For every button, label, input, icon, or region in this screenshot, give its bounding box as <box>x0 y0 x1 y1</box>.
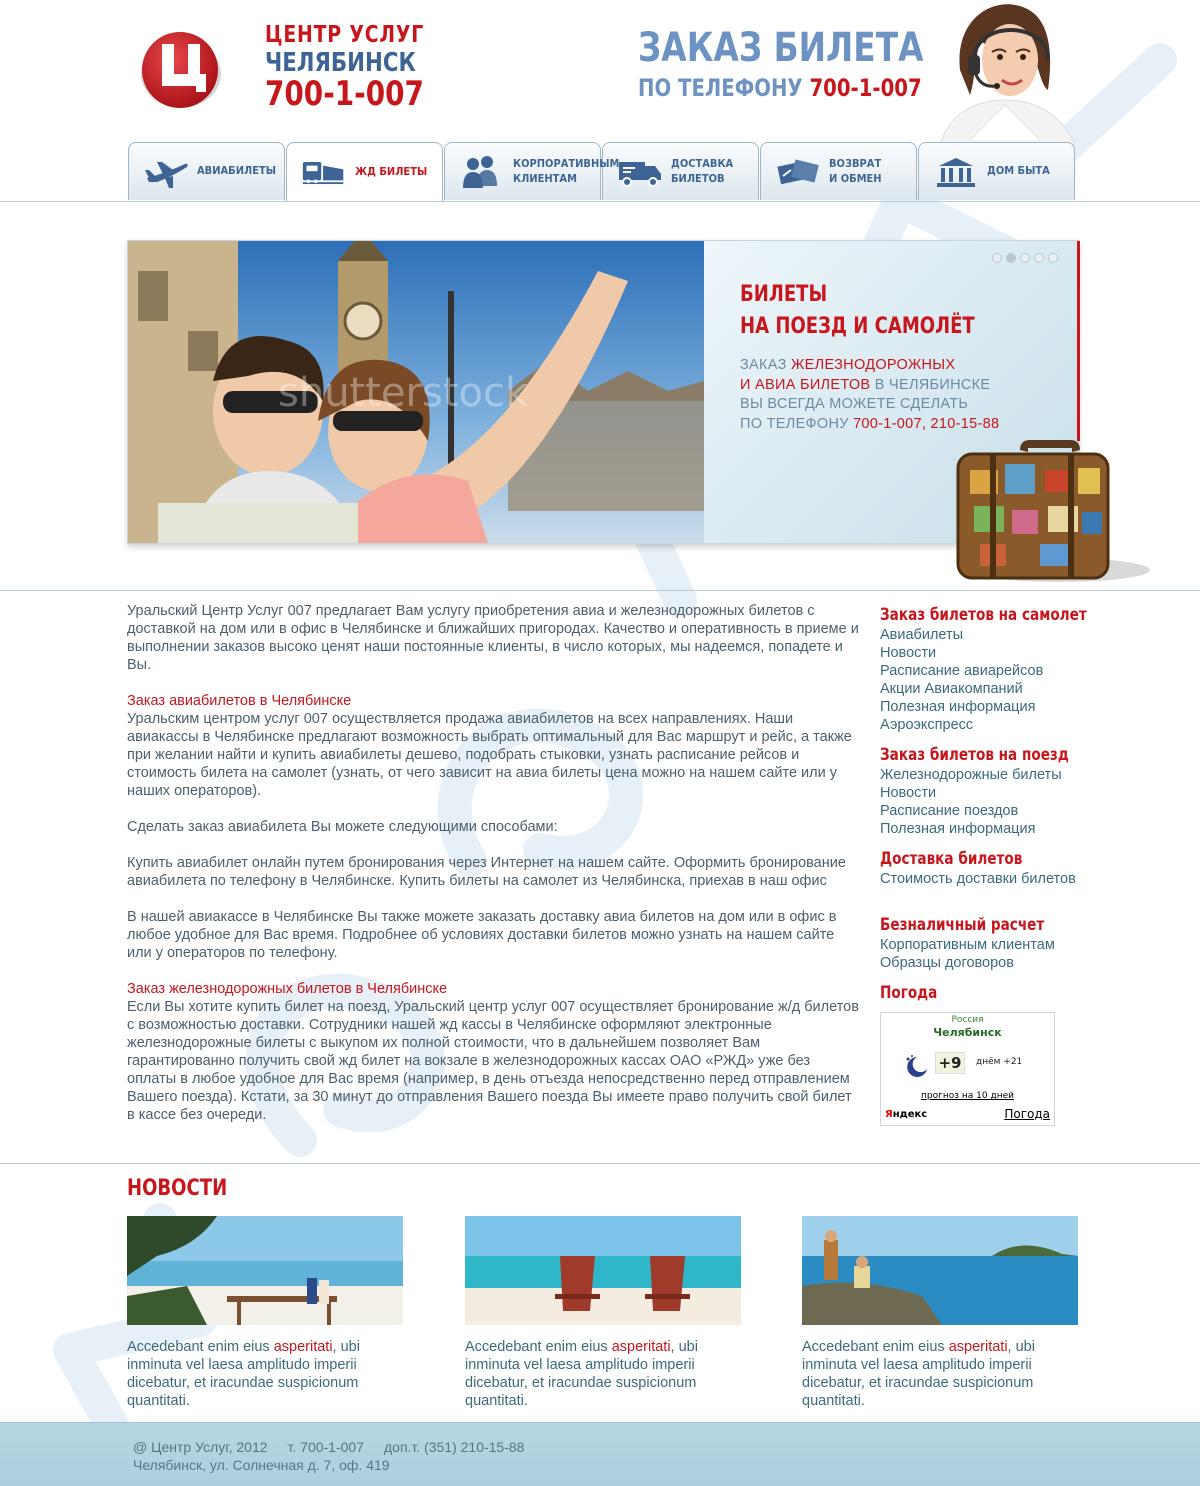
sidebar-list-air <box>880 626 1120 734</box>
news-beach-chairs-image <box>465 1216 741 1325</box>
sidebar-link[interactable]: Образцы договоров <box>880 955 1014 971</box>
sidebar-link[interactable]: Корпоративным клиентам <box>880 937 1055 953</box>
sidebar-list-delivery <box>880 870 1120 888</box>
tab-home-service-label <box>987 164 1050 179</box>
banner-title <box>740 279 975 343</box>
sidebar-link[interactable]: Аэроэкспресс <box>880 717 974 733</box>
news-beach-couple-image <box>127 1216 403 1325</box>
weather-widget[interactable] <box>880 1012 1055 1126</box>
air-section <box>127 692 862 800</box>
order-subtitle-text: ПО ТЕЛЕФОНУ <box>638 74 810 102</box>
sidebar-link[interactable]: Полезная информация <box>880 699 1036 715</box>
sidebar-title-cashless[interactable]: Безналичный расчет <box>880 915 1045 935</box>
order-subtitle <box>638 76 923 100</box>
tab-return-label-2: И ОБМЕН <box>829 171 882 185</box>
news-text-1: Accedebant enim eius <box>127 1339 274 1355</box>
news-text <box>465 1338 741 1410</box>
tab-rail-label <box>355 165 427 180</box>
weather-link[interactable]: Погода <box>1004 1107 1050 1121</box>
slider-dot-5[interactable] <box>1048 253 1058 263</box>
suitcase-image <box>950 440 1150 585</box>
logo-icon[interactable] <box>138 30 224 110</box>
tab-corporate-label <box>513 157 619 187</box>
news-text-highlight[interactable]: asperitati <box>611 1339 671 1355</box>
logo-line-2: ЧЕЛЯБИНСК <box>265 48 416 78</box>
air-text: Уральским центром услуг 007 осуществляется продажа авиабилетов на всех направлениях. Наши авиакассы в Челябинске предлагают возможность выбрать оптимальный для Вас маршрут и рейс, а также при желании найти и купить авиабилеты дешево, подобрать стыковки, узнать расписание рейсов и стоимость билета на самолет (узнать, от чего зависит на авиа билеты цена можно на нашем сайте или у наших операторов). <box>127 711 852 799</box>
call-center-operator-image <box>930 0 1080 145</box>
news-hikers-image <box>802 1216 1078 1325</box>
header-divider <box>0 201 1200 202</box>
weather-title: Погода <box>880 983 938 1003</box>
tab-delivery-label <box>671 157 733 187</box>
news-text-2: , ubi inminuta vel laesa amplitudo imperii dicebatur, et iracundae suspicionum quantitati. <box>802 1339 1035 1409</box>
order-title: ЗАКАЗ БИЛЕТА <box>638 25 924 71</box>
news-title: НОВОСТИ <box>127 1176 228 1201</box>
sidebar-link[interactable]: Расписание поездов <box>880 803 1019 819</box>
tab-return-label <box>829 157 882 187</box>
banner-text-l1a: ЗАКАЗ <box>740 357 791 373</box>
footer-copyright: @ Центр Услуг, 2012 <box>133 1439 268 1455</box>
news-text-highlight[interactable]: asperitati <box>273 1339 333 1355</box>
weather-forecast-link[interactable]: прогноз на 10 дней <box>921 1091 1014 1101</box>
tab-return-label-1: ВОЗВРАТ <box>829 156 882 170</box>
news-text <box>127 1338 403 1410</box>
tab-avia-label-1: АВИАБИЛЕТЫ <box>197 164 276 178</box>
weather-day: днём +21 <box>976 1057 1023 1067</box>
tab-avia[interactable] <box>128 142 285 200</box>
intro-paragraph: Уральский Центр Услуг 007 предлагает Вам услугу приобретения авиа и железнодорожных билетов с доставкой на дом или в офис в Челябинске и ближайших пригородах. Качество и оперативность в приеме и выполнении заказов высоко ценят наши постоянные клиенты, в число которых, мы надеемся, попадете и Вы. <box>127 603 859 673</box>
footer-text <box>133 1438 544 1474</box>
truck-icon <box>617 154 663 190</box>
tab-rail-label-1: ЖД БИЛЕТЫ <box>355 165 428 179</box>
airplane-icon <box>143 154 189 190</box>
banner-text-l2a: И АВИА БИЛЕТОВ <box>740 376 871 393</box>
sidebar-link[interactable]: Новости <box>880 645 937 661</box>
weather-temp: +9 <box>935 1052 965 1074</box>
tab-delivery-label-1: ДОСТАВКА <box>671 156 734 170</box>
logo-phone: 700-1-007 <box>265 74 424 114</box>
rail-text: Если Вы хотите купить билет на поезд, Уральский центр услуг 007 осуществляет бронирование ж/д билетов с возможностью доставки. Сотрудники нашей жд кассы в Челябинске оформляют электронные железнодорожные билеты с выкупом их полной стоимости, что в дальнейшем позволяет Вам гарантированно получить свой жд билет на вокзале в железнодорожных кассах ОАО «РЖД» уже без оплаты в любое удобное для Вас время (например, в день отъезда непосредственно перед отправлением Вашего поезда). Кстати, за 30 минут до отправления Вашего поезда Вы имеете право получить свой билет в кассе без очереди. <box>127 999 859 1123</box>
banner-title-1: БИЛЕТЫ <box>740 282 828 307</box>
sidebar-title-delivery[interactable]: Доставка билетов <box>880 849 1023 869</box>
site-footer <box>0 1422 1200 1486</box>
people-icon <box>459 154 505 190</box>
rail-section <box>127 980 862 1124</box>
main-content <box>127 602 862 1142</box>
slider-dots <box>992 253 1058 263</box>
tab-corporate-label-1: КОРПОРАТИВНЫМ <box>513 156 620 170</box>
news-text-1: Accedebant enim eius <box>465 1339 612 1355</box>
footer-address: Челябинск, ул. Солнечная д. 7, оф. 419 <box>133 1457 390 1473</box>
news-item[interactable] <box>127 1216 403 1410</box>
weather-country: Россия <box>951 1015 984 1025</box>
footer-extra-phone: доп.т. (351) 210-15-88 <box>383 1439 525 1455</box>
news-text-highlight[interactable]: asperitati <box>948 1339 1008 1355</box>
tab-home-service-label-1: ДОМ БЫТА <box>987 164 1050 178</box>
banner-divider <box>0 590 1200 591</box>
news-divider <box>0 1163 1200 1164</box>
train-icon <box>301 155 347 191</box>
sidebar-link[interactable]: Акции Авиакомпаний <box>880 681 1023 697</box>
rail-heading[interactable]: Заказ железнодорожных билетов в Челябинске <box>127 981 448 997</box>
tab-delivery[interactable] <box>602 142 759 200</box>
main-nav <box>128 142 1078 202</box>
sidebar-link[interactable]: Стоимость доставки билетов <box>880 871 1076 887</box>
tab-home-service[interactable] <box>918 142 1075 200</box>
news-item[interactable] <box>802 1216 1078 1410</box>
sidebar-link[interactable]: Расписание авиарейсов <box>880 663 1044 679</box>
news-text-1: Accedebant enim eius <box>802 1339 949 1355</box>
tab-avia-label <box>197 164 276 179</box>
slider-dot-3[interactable] <box>1020 253 1030 263</box>
slider-dot-1[interactable] <box>992 253 1002 263</box>
news-text-2: , ubi inminuta vel laesa amplitudo imperii dicebatur, et iracundae suspicionum quantitati. <box>465 1339 698 1409</box>
footer-phone: т. 700-1-007 <box>287 1439 364 1455</box>
banner-description <box>740 356 999 434</box>
yandex-brand[interactable]: Яндекс <box>885 1109 928 1120</box>
sidebar-link[interactable]: Новости <box>880 785 937 801</box>
banner-text-l3: ВЫ ВСЕГДА МОЖЕТЕ СДЕЛАТЬ <box>740 396 969 413</box>
ticket-exchange-icon <box>775 154 821 190</box>
travel-couple-photo <box>128 241 704 543</box>
logo-text[interactable] <box>265 22 459 114</box>
ways-text: Купить авиабилет онлайн путем бронирования через Интернет на нашем сайте. Оформить бронирование авиабилета по телефону в Челябинске. Купить билеты на самолет из Челябинска, приехав в наш офис <box>127 855 846 889</box>
banner-phones: 700-1-007, 210-15-88 <box>853 415 1000 432</box>
news-item[interactable] <box>465 1216 741 1410</box>
sidebar-link[interactable]: Полезная информация <box>880 821 1036 837</box>
building-icon <box>933 154 979 190</box>
sidebar-title-rail[interactable]: Заказ билетов на поезд <box>880 745 1069 765</box>
moon-icon <box>903 1053 929 1079</box>
news-text-2: , ubi inminuta vel laesa amplitudo imperii dicebatur, et iracundae suspicionum quantitati. <box>127 1339 360 1409</box>
banner-text-l1b: ЖЕЛЕЗНОДОРОЖНЫХ <box>790 357 956 373</box>
ways-intro: Сделать заказ авиабилета Вы можете следующими способами: <box>127 819 558 835</box>
banner-title-2: НА ПОЕЗД И САМОЛЁТ <box>740 313 975 339</box>
sidebar-link[interactable]: Авиабилеты <box>880 627 964 643</box>
photo-watermark: shutterstock <box>278 370 529 416</box>
tab-corporate-label-2: КЛИЕНТАМ <box>513 171 577 185</box>
tab-rail[interactable] <box>286 142 443 202</box>
news-text <box>802 1338 1078 1410</box>
delivery-text: В нашей авиакассе в Челябинске Вы также можете заказать доставку авиа билетов на дом или в офис в любое удобное для Вас время. Подробнее об условиях доставки билетов можно узнать на нашем сайте или у операторов по телефону. <box>127 909 837 961</box>
tab-delivery-label-2: БИЛЕТОВ <box>671 171 725 185</box>
order-phone: 700-1-007 <box>809 74 922 102</box>
banner-text-l2b: В ЧЕЛЯБИНСКЕ <box>870 376 991 393</box>
air-heading[interactable]: Заказ авиабилетов в Челябинске <box>127 693 352 709</box>
sidebar-list-rail <box>880 766 1120 838</box>
slider-dot-2[interactable] <box>1006 253 1016 263</box>
banner-text-l4a: ПО ТЕЛЕФОНУ <box>740 415 854 432</box>
sidebar-title-air[interactable]: Заказ билетов на самолет <box>880 605 1087 625</box>
sidebar <box>880 604 1120 1126</box>
tab-return[interactable] <box>760 142 917 200</box>
tab-corporate[interactable] <box>444 142 620 200</box>
logo-line-1: ЦЕНТР УСЛУГ <box>265 22 425 48</box>
slider-dot-4[interactable] <box>1034 253 1044 263</box>
sidebar-link[interactable]: Железнодорожные билеты <box>880 767 1062 783</box>
sidebar-list-cashless <box>880 936 1120 972</box>
weather-city: Челябинск <box>933 1026 1002 1039</box>
promo-banner[interactable] <box>127 240 1079 544</box>
